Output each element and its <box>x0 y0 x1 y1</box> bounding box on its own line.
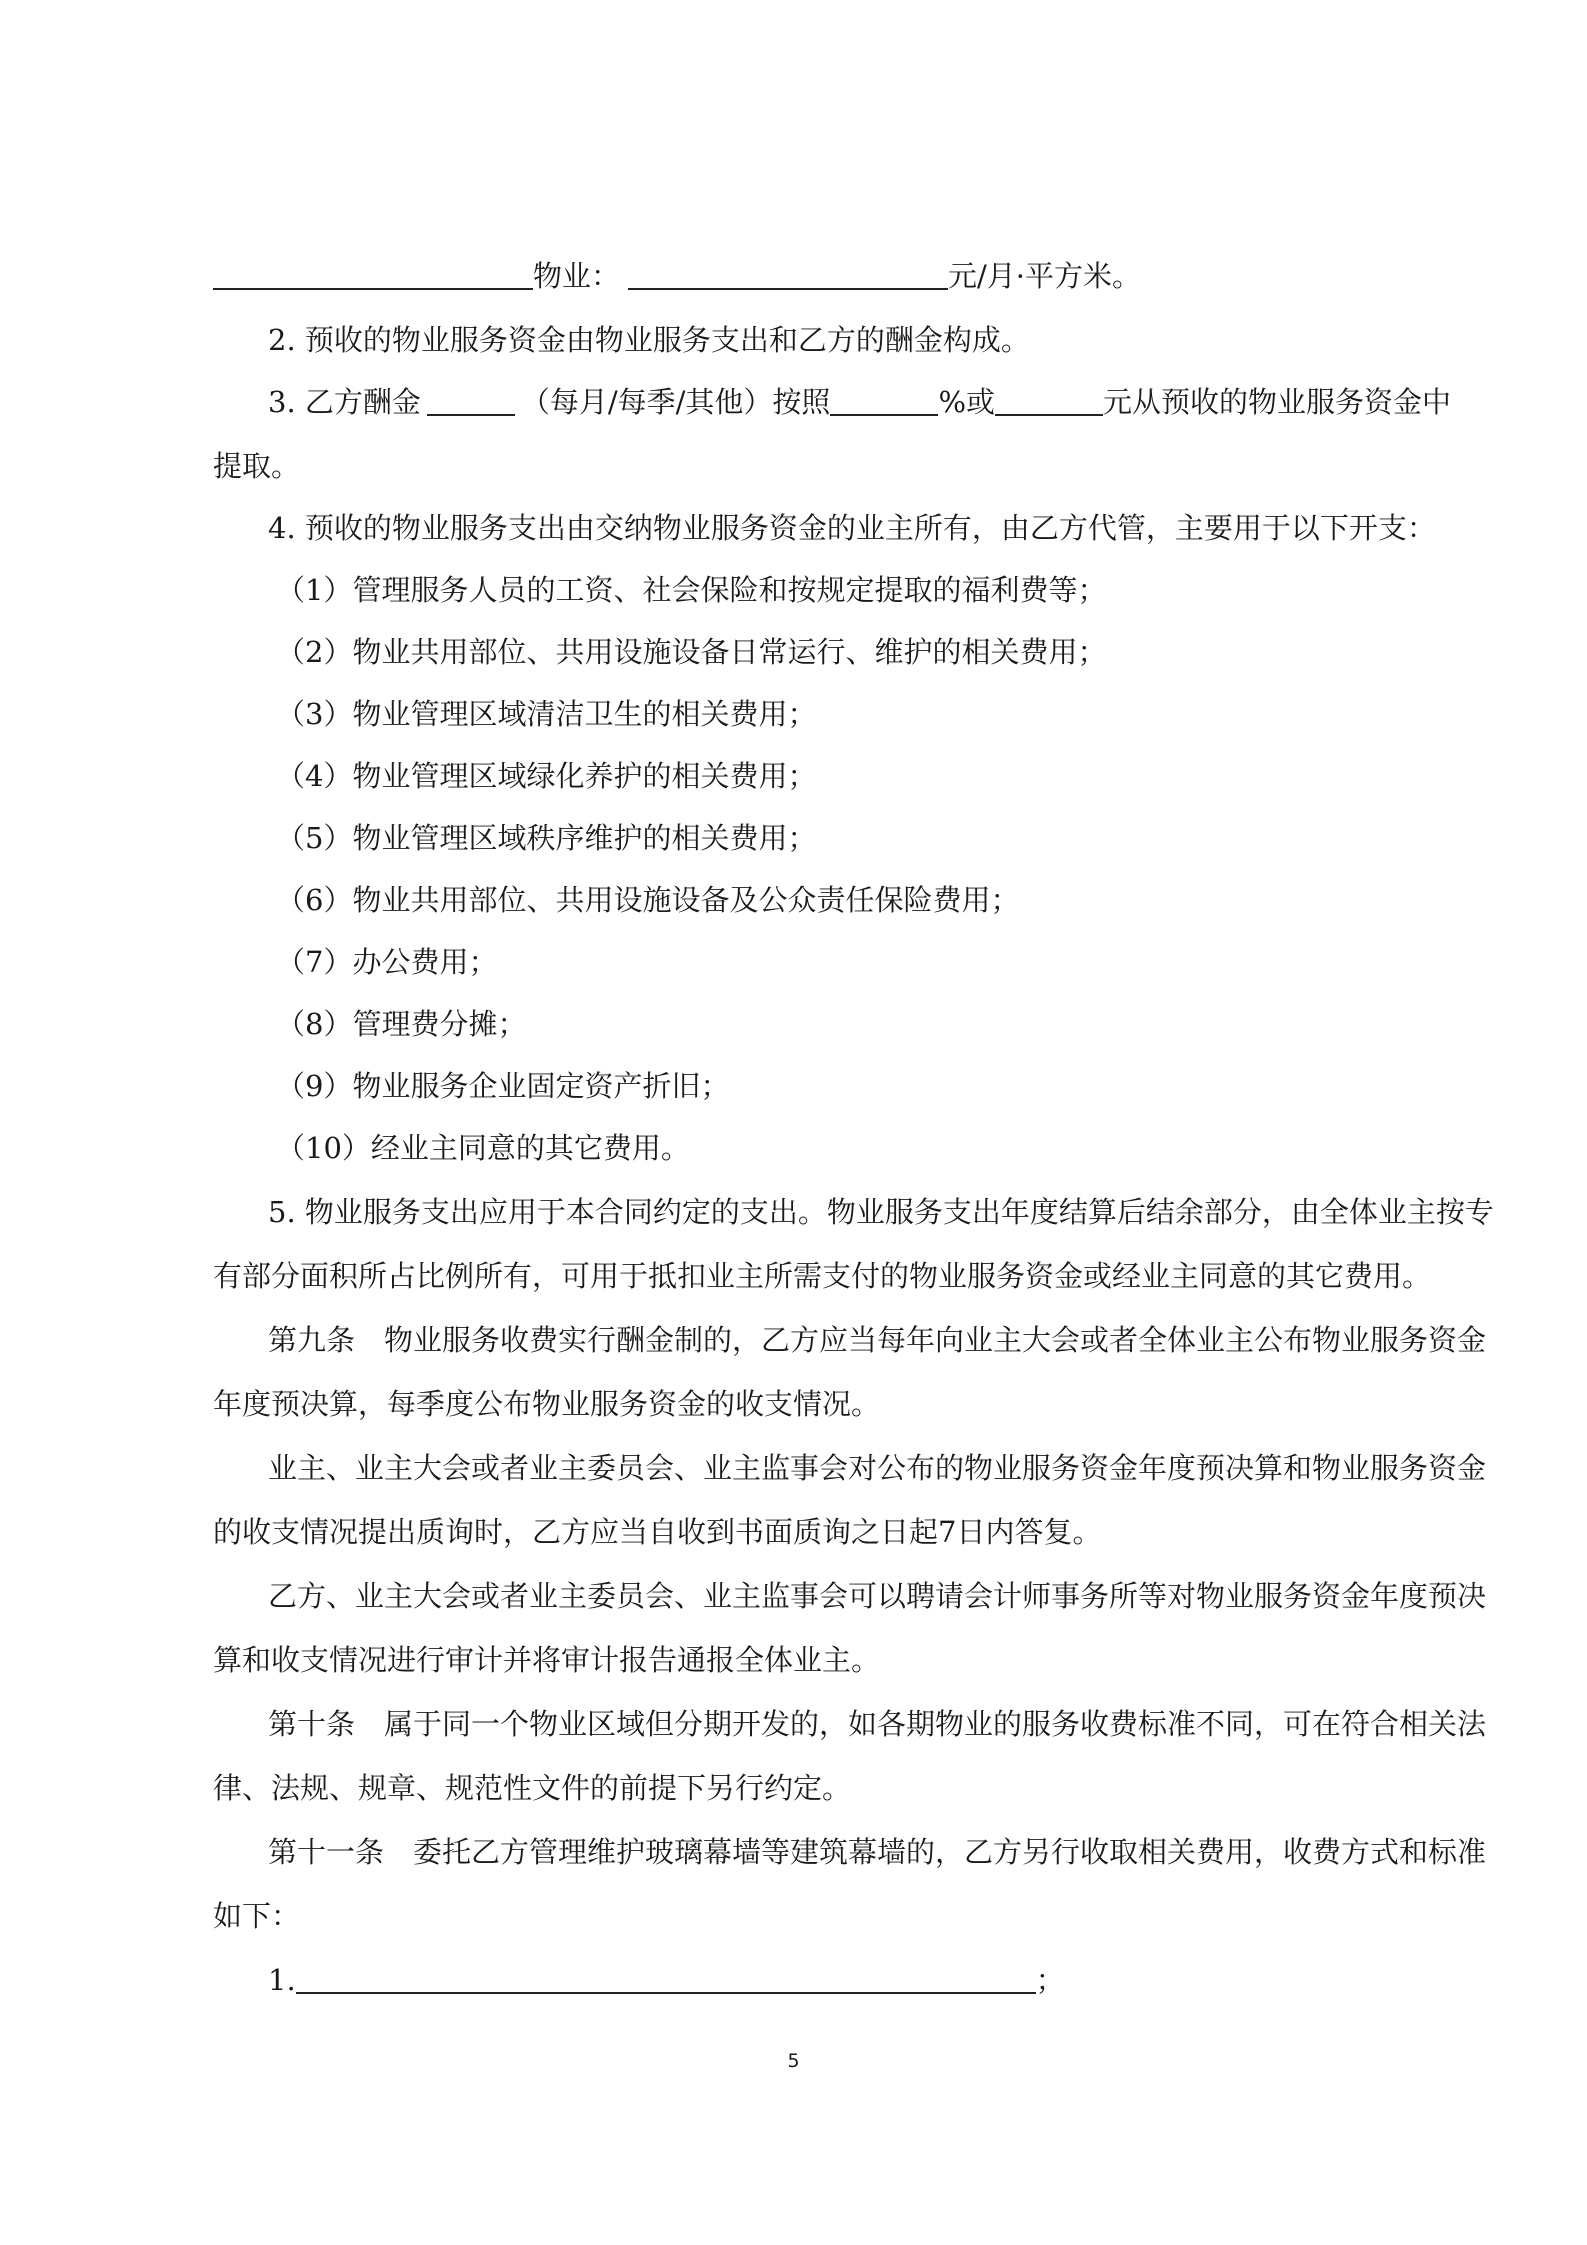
clause-4: 4. 预收的物业服务支出由交纳物业服务资金的业主所有，由乙方代管，主要用于以下开支： <box>268 511 1436 545</box>
blank-field[interactable] <box>830 384 938 416</box>
article-9-cont: 年度预决算，每季度公布物业服务资金的收支情况。 <box>213 1387 881 1421</box>
blank-field[interactable] <box>296 1962 1036 1994</box>
expense-item: （9）物业服务企业固定资产折旧； <box>276 1069 730 1103</box>
clause-2: 2. 预收的物业服务资金由物业服务支出和乙方的酬金构成。 <box>268 323 1030 357</box>
clause-3-cont: 提取。 <box>213 449 301 483</box>
article-10-cont: 律、法规、规章、规范性文件的前提下另行约定。 <box>213 1771 852 1805</box>
clause-5-cont: 有部分面积所占比例所有，可用于抵扣业主所需支付的物业服务资金或经业主同意的其它费用。 <box>213 1259 1432 1293</box>
audit-paragraph-cont: 算和收支情况进行审计并将审计报告通报全体业主。 <box>213 1643 881 1677</box>
inquiry-paragraph-cont: 的收支情况提出质询时，乙方应当自收到书面质询之日起7日内答复。 <box>213 1515 1102 1549</box>
article-9: 第九条 物业服务收费实行酬金制的，乙方应当每年向业主大会或者全体业主公布物业服务资金 <box>268 1323 1487 1357</box>
blank-field[interactable] <box>427 384 515 416</box>
expense-item: （1）管理服务人员的工资、社会保险和按规定提取的福利费等； <box>276 573 1107 607</box>
blank-field[interactable] <box>213 258 533 290</box>
expense-item: （7）办公费用； <box>276 945 498 979</box>
inquiry-paragraph: 业主、业主大会或者业主委员会、业主监事会对公布的物业服务资金年度预决算和物业服务资金 <box>268 1451 1487 1485</box>
clause-5: 5. 物业服务支出应用于本合同约定的支出。物业服务支出年度结算后结余部分，由全体业主按专 <box>268 1195 1494 1229</box>
expense-item: （3）物业管理区域清洁卫生的相关费用； <box>276 697 817 731</box>
blank-field[interactable] <box>628 258 948 290</box>
article-11-cont: 如下： <box>213 1899 301 1933</box>
expense-item: （4）物业管理区域绿化养护的相关费用； <box>276 759 817 793</box>
blank-item-1: 1. ； <box>268 1963 1065 1997</box>
page-number: 5 <box>787 2050 800 2072</box>
expense-item: （6）物业共用部位、共用设施设备及公众责任保险费用； <box>276 883 1020 917</box>
article-11: 第十一条 委托乙方管理维护玻璃幕墙等建筑幕墙的，乙方另行收取相关费用，收费方式和标准 <box>268 1835 1487 1869</box>
expense-item: （8）管理费分摊； <box>276 1007 527 1041</box>
article-10: 第十条 属于同一个物业区域但分期开发的，如各期物业的服务收费标准不同，可在符合相关法 <box>268 1707 1487 1741</box>
expense-item: （10）经业主同意的其它费用。 <box>276 1131 690 1165</box>
blank-field[interactable] <box>995 384 1103 416</box>
fee-rate-line: 物业： 元/月·平方米。 <box>213 256 1403 296</box>
expense-item: （5）物业管理区域秩序维护的相关费用； <box>276 821 817 855</box>
clause-3: 3. 乙方酬金 （每月/每季/其他）按照 %或 元从预收的物业服务资金中 <box>268 385 1452 419</box>
audit-paragraph: 乙方、业主大会或者业主委员会、业主监事会可以聘请会计师事务所等对物业服务资金年度预决 <box>268 1579 1487 1613</box>
expense-item: （2）物业共用部位、共用设施设备日常运行、维护的相关费用； <box>276 635 1107 669</box>
